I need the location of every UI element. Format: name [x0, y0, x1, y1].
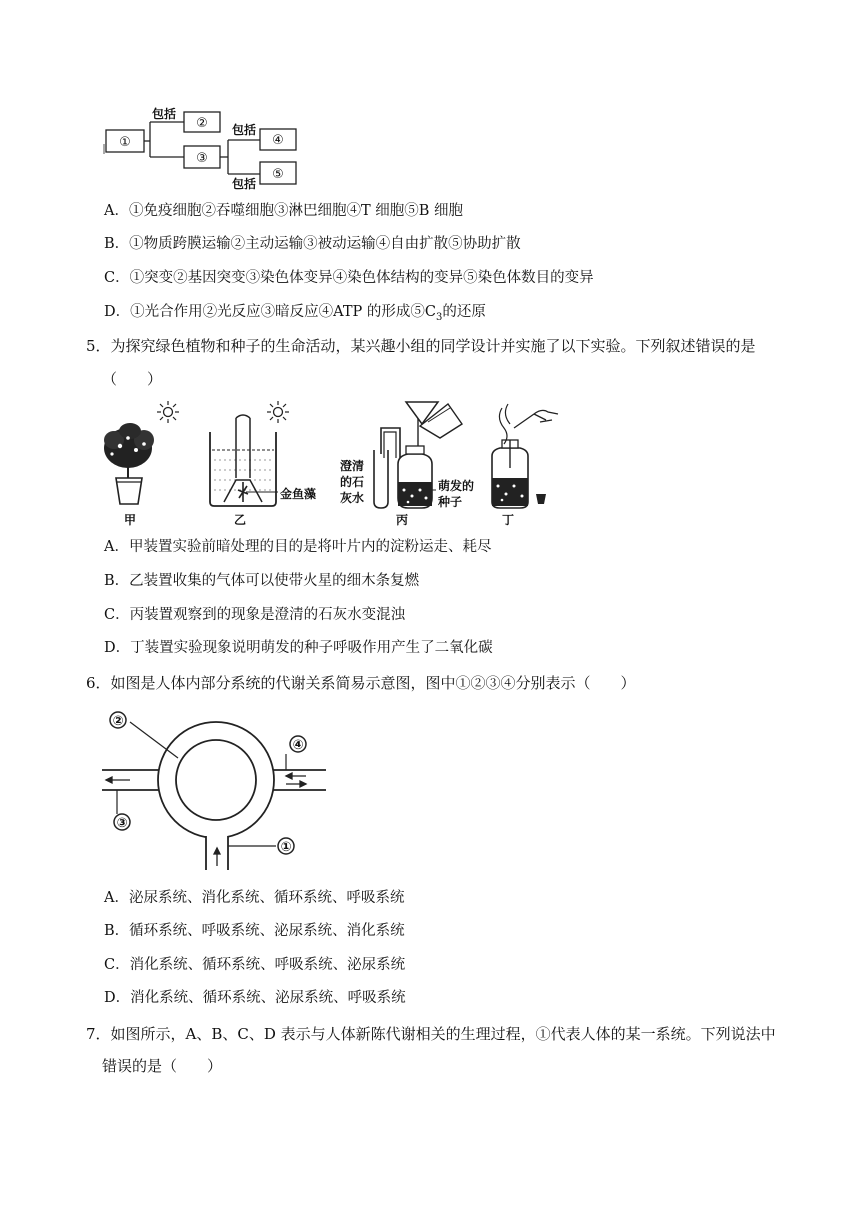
sun-icon-jia	[157, 401, 179, 423]
jar-apparatus-ding	[492, 404, 558, 508]
marker-4: ④	[292, 738, 304, 753]
q5-option-b: B．乙装置收集的气体可以使带火星的细木条复燃	[104, 573, 420, 589]
concept-box-2-label: ②	[196, 116, 208, 131]
q5-option-a: A．甲装置实验前暗处理的目的是将叶片内的淀粉运走、耗尽	[104, 539, 492, 555]
limewater-label-2: 的石	[340, 475, 365, 489]
q5-option-c: C．丙装置观察到的现象是澄清的石灰水变混浊	[104, 607, 406, 623]
includes-label-1: 包括	[152, 107, 177, 121]
concept-box-1-label: ①	[119, 135, 131, 150]
q6-stem: 6．如图是人体内部分系统的代谢关系简易示意图，图中①②③④分别表示（ ）	[86, 674, 636, 692]
q5-answer-paren: （ ）	[102, 370, 163, 388]
q7-stem-line2: 错误的是（ ）	[102, 1057, 223, 1075]
setup-label-jia: 甲	[124, 513, 137, 527]
q7-stem-line1: 7．如图所示，A、B、C、D 表示与人体新陈代谢相关的生理过程，①代表人体的某一系统。下列说法中	[86, 1025, 776, 1043]
q6-option-d: D．消化系统、循环系统、泌尿系统、呼吸系统	[104, 990, 406, 1006]
goldfish-weed-label: 金鱼藻	[280, 487, 317, 501]
marker-2: ②	[112, 714, 124, 729]
seed-label-1: 萌发的	[438, 479, 475, 493]
metabolism-systems-diagram	[100, 706, 340, 870]
includes-label-3: 包括	[232, 177, 257, 191]
seed-label-2: 种子	[438, 495, 463, 509]
q5-stem: 5．为探究绿色植物和种子的生命活动，某兴趣小组的同学设计并实施了以下实验。下列叙述错误的是	[86, 337, 756, 355]
q6-option-a: A．泌尿系统、消化系统、循环系统、呼吸系统	[104, 890, 405, 906]
setup-label-ding: 丁	[502, 513, 515, 527]
q6-option-b: B．循环系统、呼吸系统、泌尿系统、消化系统	[104, 923, 405, 939]
concept-map-figure	[100, 100, 310, 192]
marker-3: ③	[116, 816, 128, 831]
limewater-label-3: 灰水	[340, 491, 365, 505]
setup-label-yi: 乙	[234, 513, 247, 527]
q4-option-d: D．①光合作用②光反应③暗反应④ATP 的形成$⑤C_3$的还原	[104, 304, 486, 323]
q6-option-c: C．消化系统、循环系统、呼吸系统、泌尿系统	[104, 957, 406, 973]
q4-option-c: C．①突变②基因突变③染色体变异④染色体结构的变异⑤染色体数目的变异	[104, 270, 594, 286]
includes-label-2: 包括	[232, 123, 257, 137]
beaker-apparatus-yi	[210, 415, 278, 506]
experiment-setups-figure	[100, 398, 560, 528]
concept-box-3-label: ③	[196, 151, 208, 166]
sun-icon-yi	[267, 401, 289, 423]
concept-box-5-label: ⑤	[272, 167, 284, 182]
potted-plant-jia	[104, 423, 154, 504]
q4-option-b: B．①物质跨膜运输②主动运输③被动运输④自由扩散⑤协助扩散	[104, 236, 521, 252]
limewater-label-1: 澄清	[340, 459, 365, 473]
concept-box-4-label: ④	[272, 133, 284, 148]
q5-option-d: D．丁装置实验现象说明萌发的种子呼吸作用产生了二氧化碳	[104, 640, 493, 656]
q4-option-a: A．①免疫细胞②吞噬细胞③淋巴细胞④T 细胞⑤B 细胞	[104, 203, 464, 219]
marker-1: ①	[280, 840, 292, 855]
setup-label-bing: 丙	[396, 513, 409, 527]
